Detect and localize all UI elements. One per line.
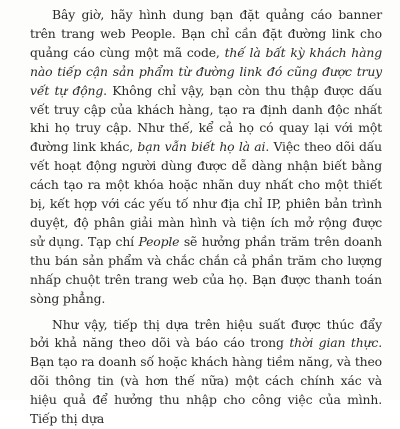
text-run: sẽ hưởng phần trăm trên doanh thu bán sản phẩm và chắc chắn cả phần trăm cho lượng nhấp chuột trên trang web của họ. Bạn được thanh toán sòng phẳng. bbox=[30, 233, 382, 306]
italic-text-run: thế là bất kỳ khách hàng nào tiếp cận sản phẩm từ đường link đó cũng được truy vết tự động bbox=[30, 44, 382, 98]
italic-text-run: People bbox=[138, 233, 180, 249]
paragraph-2 bbox=[30, 316, 382, 429]
text-run: Như vậy, tiếp thị dựa trên hiệu suất được thúc đẩy bởi khả năng theo dõi và báo cáo trong bbox=[30, 316, 382, 351]
italic-text-run: thời gian thực bbox=[289, 335, 379, 351]
text-run: . Không chỉ vậy, bạn còn thu thập được dấu vết truy cập của khách hàng, tạo ra định danh độc nhất khi họ truy cập. Như thế, kể cả họ có quay lại với một đường link khác, bbox=[30, 82, 382, 155]
text-run: Bây giờ, hãy hình dung bạn đặt quảng cáo banner trên trang web People. Bạn chỉ cần đặt đường link cho quảng cáo cùng một mã code, bbox=[30, 7, 382, 60]
text-run: . Việc theo dõi dấu vết hoạt động người dùng được dễ dàng nhận biết bằng cách tạo ra một khóa hoặc nhãn duy nhất cho một thiết bị, kết hợp với các yếu tố như địa chỉ IP, phiên bản trình duyệt, độ phân giải màn hình và tiện ích mở rộng được sử dụng. Tạp chí bbox=[30, 139, 382, 249]
italic-text-run: bạn vẫn biết họ là ai bbox=[137, 139, 266, 155]
body-text bbox=[30, 6, 382, 429]
text-run: . Bạn tạo ra doanh số hoặc khách hàng tiềm năng, và theo dõi thông tin (và hơn thế nữa) một cách chính xác và hiệu quả để hưởng thu nhập cho công việc của mình. Tiếp thị dựa bbox=[30, 335, 382, 427]
paragraph-1 bbox=[30, 6, 382, 309]
